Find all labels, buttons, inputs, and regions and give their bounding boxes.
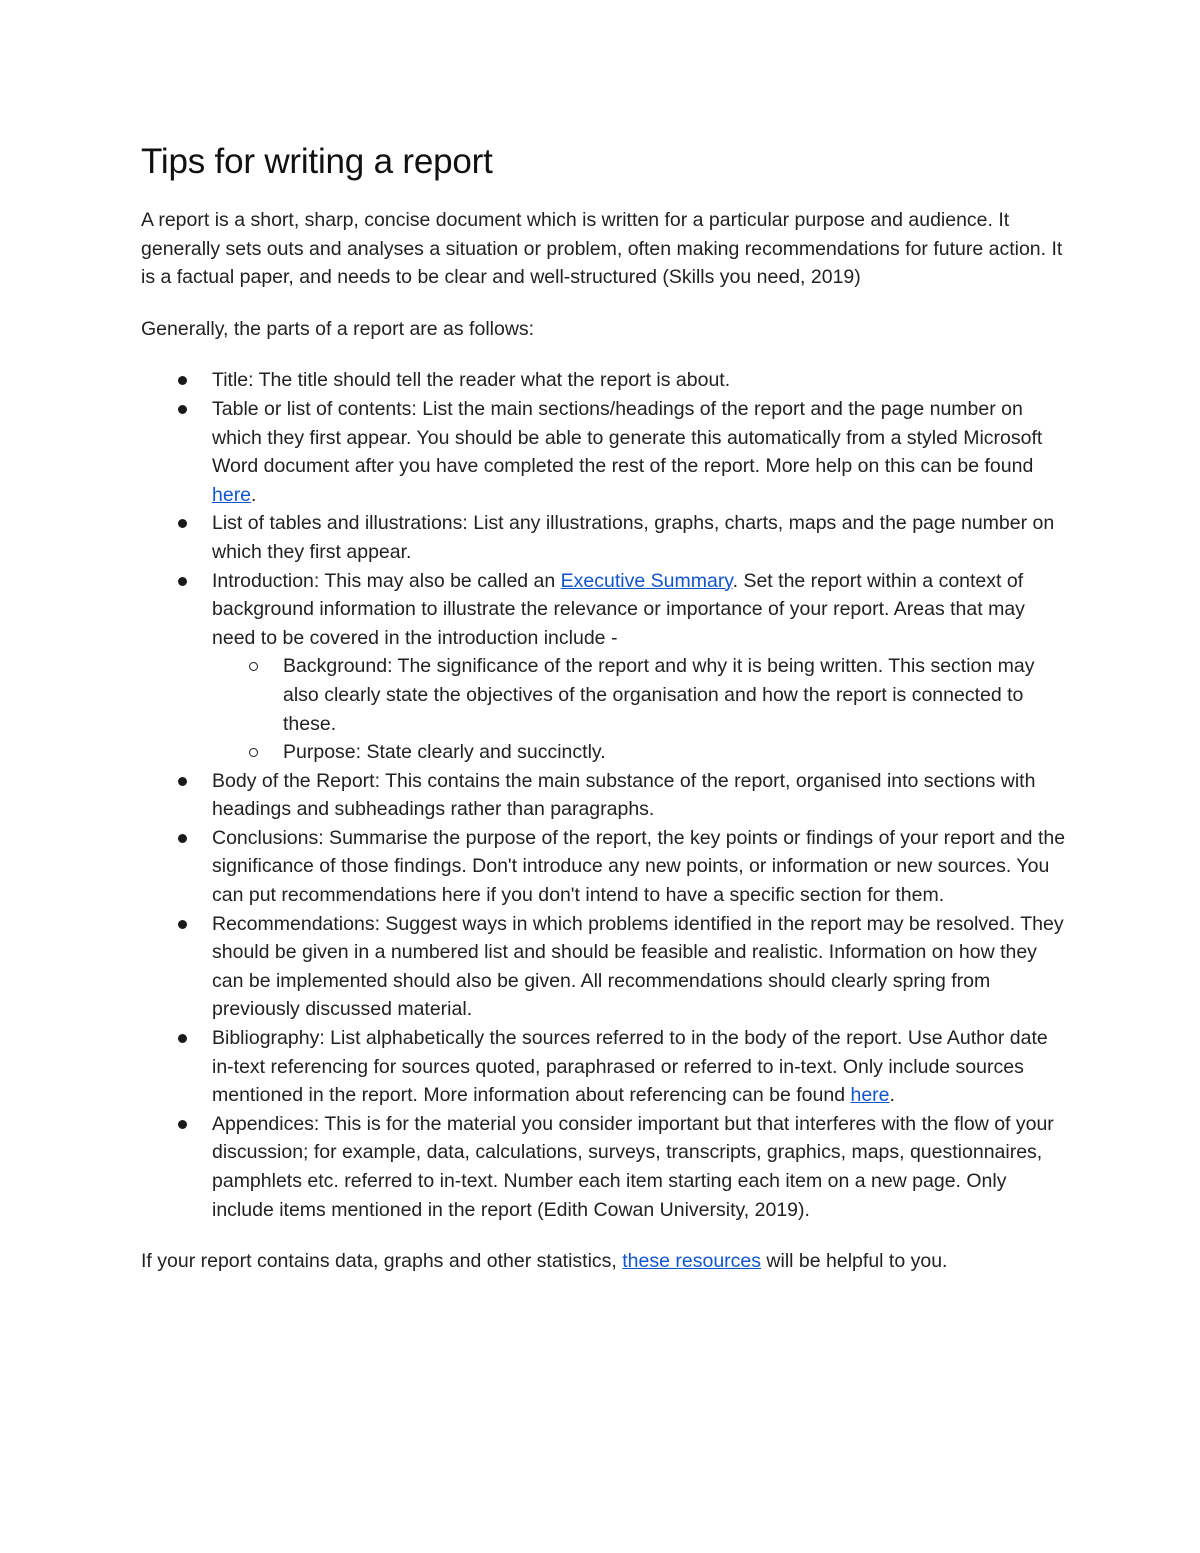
list-item-text: List of tables and illustrations: List any illustrations, graphs, charts, maps and the page number on which they first appear. — [212, 512, 1055, 563]
list-item-text: Conclusions: Summarise the purpose of the report, the key points or findings of your report and the significance of those findings. Don't introduce any new points, or information or new sources. You can put recommendations here if you don't intend to have a specific section for them. — [212, 826, 1066, 907]
bullet-ring-icon — [249, 748, 258, 757]
list-item-text-after: . — [889, 1084, 895, 1107]
bullet-dot-icon — [178, 376, 187, 385]
list-item-appendices — [141, 1110, 1071, 1224]
contents-help-link[interactable]: here — [212, 483, 252, 506]
sub-list-item-text: Background: The significance of the report and why it is being written. This section may also clearly state the objectives of the organisation and how the report is connected to these. — [283, 655, 1035, 735]
report-parts-list — [141, 366, 1071, 1224]
list-item-text: Recommendations: Suggest ways in which problems identified in the report may be resolved. They should be given in a numbered list and should be feasible and realistic. Information on how they can be implemented should also be given. All recommendations should clearly spring from previously discussed material. — [212, 912, 1064, 1021]
bullet-dot-icon — [178, 777, 187, 786]
referencing-help-link[interactable]: here — [850, 1084, 890, 1107]
list-item-text: Bibliography: List alphabetically the sources referred to in the body of the report. Use Author date in-text referencing for sources quoted, paraphrased or referred to in-text. Only include sources mentioned in the report. More information about referencing can be found — [212, 1027, 1048, 1107]
executive-summary-link[interactable]: Executive Summary — [560, 569, 733, 592]
list-item-title — [141, 366, 1071, 395]
document-page — [141, 140, 1071, 1276]
list-item-contents — [141, 395, 1071, 509]
list-item-conclusions — [141, 824, 1071, 910]
list-item-text: Body of the Report: This contains the main substance of the report, organised into sections with headings and subheadings rather than paragraphs. — [212, 769, 1036, 821]
lead-paragraph: Generally, the parts of a report are as follows: — [141, 317, 535, 340]
document-title: Tips for writing a report — [141, 142, 493, 181]
closing-paragraph — [141, 1247, 1071, 1276]
list-item-tables — [141, 509, 1071, 566]
closing-text-after: will be helpful to you. — [761, 1250, 948, 1273]
list-item-text: Title: The title should tell the reader what the report is about. — [212, 369, 731, 392]
list-item-text: Appendices: This is for the material you consider important but that interferes with the flow of your discussion; for example, data, calculations, surveys, transcripts, graphics, maps, questionnaires, pamphlets etc. referred to in-text. Number each item starting each item on a new page. Only include items mentioned in the report (Edith Cowan University, 2019). — [212, 1112, 1054, 1221]
sub-list-item-purpose — [212, 738, 1071, 767]
closing-text-before: If your report contains data, graphs and other statistics, — [141, 1250, 623, 1273]
bullet-dot-icon — [178, 519, 187, 528]
intro-paragraph: A report is a short, sharp, concise document which is written for a particular purpose and audience. It generally sets outs and analyses a situation or problem, often making recommendations for future action. It is a factual paper, and needs to be clear and well-structured (Skills you need, 2019) — [141, 209, 1063, 289]
bullet-dot-icon — [178, 1120, 187, 1129]
bullet-dot-icon — [178, 834, 187, 843]
introduction-sub-list — [212, 652, 1071, 766]
list-item-recommendations — [141, 910, 1071, 1024]
list-item-text-after: . Set the report within a context of background information to illustrate the relevance or importance of your report. Areas that may need to be covered in the introduction include - — [212, 569, 1025, 649]
sub-list-item-text: Purpose: State clearly and succinctly. — [283, 741, 606, 764]
bullet-ring-icon — [249, 662, 258, 671]
bullet-dot-icon — [178, 920, 187, 929]
bullet-dot-icon — [178, 577, 187, 586]
list-item-text: Table or list of contents: List the main sections/headings of the report and the page number on which they first appear. You should be able to generate this automatically from a styled Microsoft Word document after you have completed the rest of the report. More help on this can be found — [212, 397, 1043, 478]
bullet-dot-icon — [178, 405, 187, 414]
sub-list-item-background — [212, 652, 1071, 738]
bullet-dot-icon — [178, 1034, 187, 1043]
these-resources-link[interactable]: these resources — [622, 1250, 762, 1273]
list-item-text: Introduction: This may also be called an — [212, 569, 561, 592]
list-item-body — [141, 767, 1071, 824]
list-item-text-after: . — [251, 483, 257, 506]
list-item-introduction — [141, 567, 1071, 767]
list-item-bibliography — [141, 1024, 1071, 1110]
